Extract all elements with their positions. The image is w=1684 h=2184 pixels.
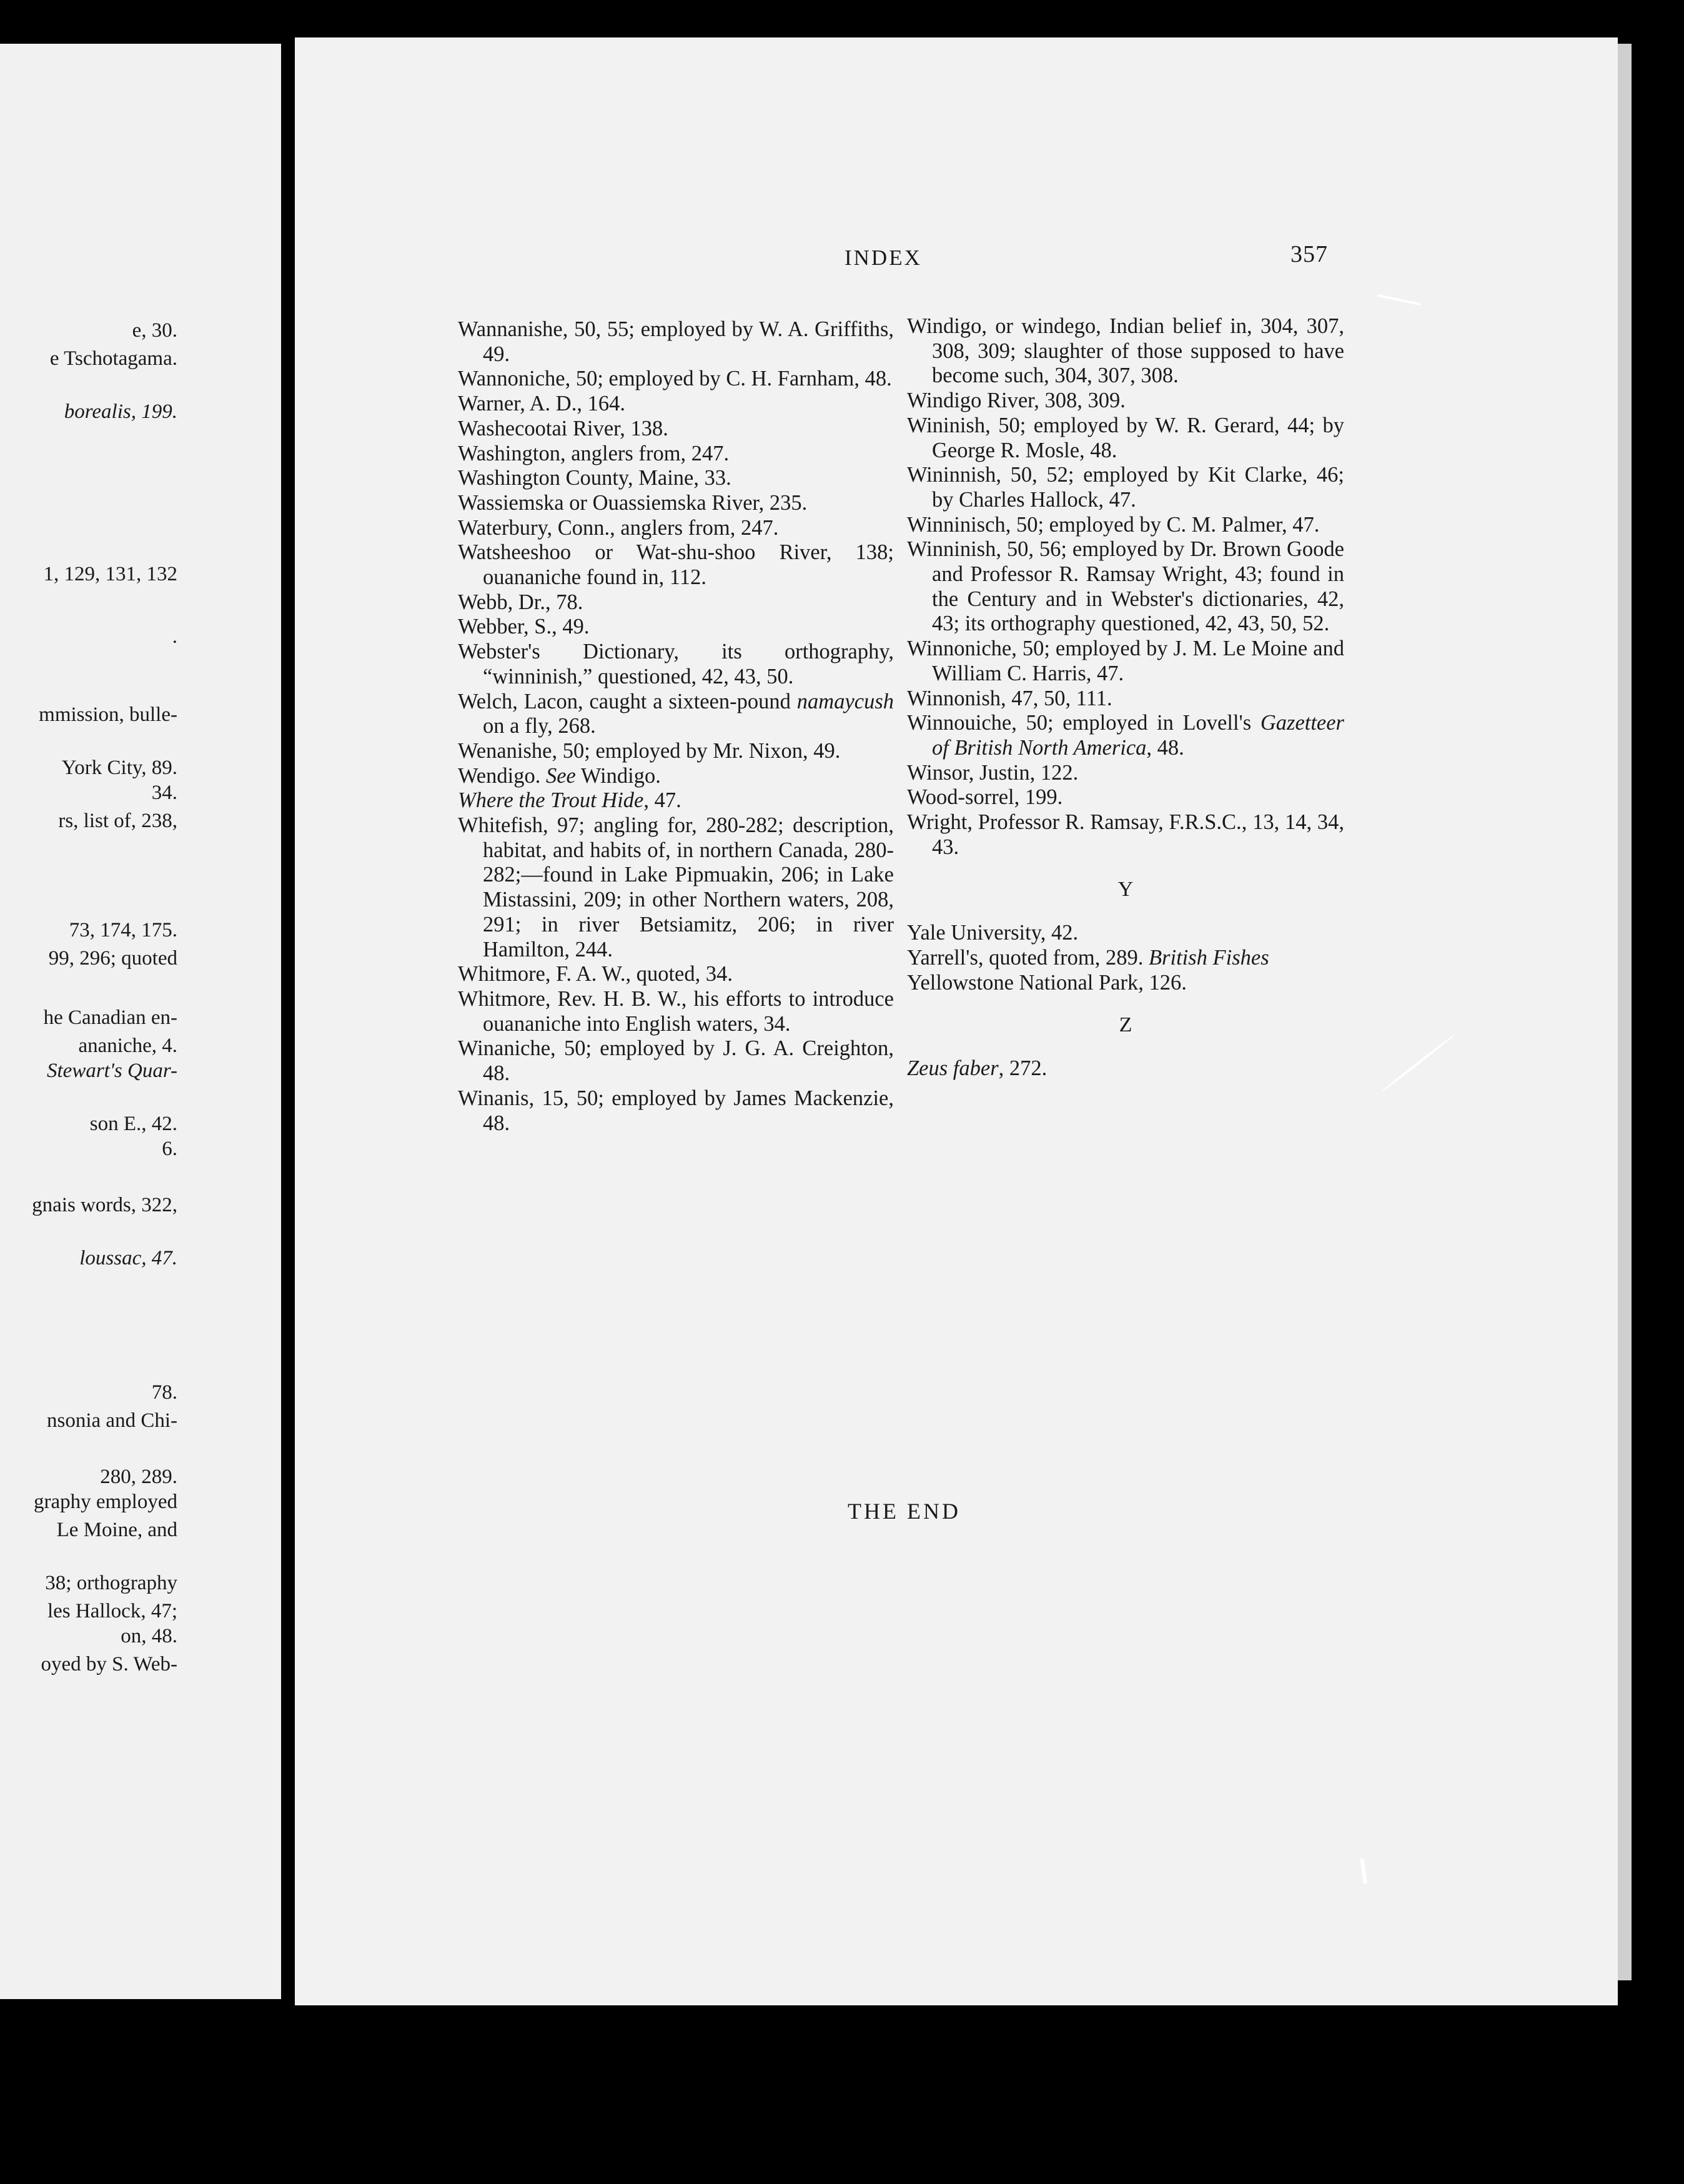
entry-heading: Whitmore, Rev. H. B. W. (458, 986, 681, 1011)
entry-heading: Webb, Dr. (458, 590, 545, 614)
index-entry (907, 921, 1344, 946)
entry-text: , 50, 52; employed by Kit Clarke, 46; by Charles Hallock, 47. (932, 463, 1344, 512)
index-entry (458, 764, 894, 789)
book-gutter (281, 37, 295, 2012)
entry-text: , 199. (1014, 785, 1063, 810)
entry-heading: Winnouiche (907, 711, 1012, 735)
index-entry (458, 590, 894, 615)
facing-page-line: mmission, bulle- (39, 703, 177, 726)
facing-page-line: . (172, 625, 177, 648)
entry-text: , 15, 50; employed by James Mackenzie, 48. (483, 1086, 894, 1135)
facing-page-line: borealis, 199. (64, 400, 177, 423)
index-entry (458, 1036, 894, 1086)
running-head-title: INDEX (844, 246, 922, 270)
entry-text: , anglers from, 247. (560, 441, 730, 465)
see-reference: See (545, 763, 576, 788)
entry-heading: Wendigo. (458, 763, 541, 788)
facing-page-line: rs, list of, 238, (58, 810, 177, 832)
entry-text: , 50; employed by J. G. A. Creighton, 48. (483, 1036, 894, 1086)
entry-text: , 164. (577, 392, 625, 416)
facing-page-line: e, 30. (132, 319, 177, 342)
index-entry (458, 813, 894, 962)
entry-italic: British Fishes (1148, 945, 1269, 970)
index-entry (458, 466, 894, 491)
entry-heading: Windigo River (907, 389, 1034, 413)
entry-heading: Warner, A. D. (458, 392, 577, 416)
entry-heading: Winnoniche (907, 637, 1012, 661)
entry-heading: Whitmore, F. A. W. (458, 962, 626, 986)
index-entry (458, 640, 894, 689)
entry-text: , 50, 56; employed by Dr. Brown Goode and Professor R. Ramsay Wright, 43; found in the Century and in Webster's dictionaries, 42, 43; its orthography questioned, 42, 43, 50, 52. (932, 537, 1344, 636)
entry-heading: Where the Trout Hide (458, 788, 644, 813)
facing-page-fragment (0, 44, 281, 1999)
entry-text: , quoted from, 289. (978, 945, 1149, 970)
entry-text: , 47, 50, 111. (1001, 686, 1112, 710)
index-entry (458, 690, 894, 739)
index-entry (458, 392, 894, 417)
index-entry (907, 414, 1344, 463)
index-entry (458, 615, 894, 640)
facing-page-line: he Canadian en- (43, 1006, 177, 1029)
entry-italic: Gazetteer of British North America (932, 711, 1344, 760)
facing-page-line: 73, 174, 175. (69, 919, 177, 941)
index-entry (907, 314, 1344, 389)
facing-page-line: 34. (151, 782, 177, 804)
entry-heading: Winsor, Justin (907, 760, 1030, 785)
entry-heading: Washecootai River (458, 416, 620, 440)
facing-page-line: ananiche, 4. (78, 1035, 177, 1057)
facing-page-line: 1, 129, 131, 132 (43, 563, 177, 585)
page-edge (1618, 44, 1632, 1980)
entry-heading: Webber, S. (458, 615, 552, 639)
entry-heading: Wininish (907, 413, 986, 437)
page-number: 357 (1290, 241, 1328, 267)
entry-text: , 48. (1146, 735, 1184, 760)
entry-heading: Watsheeshoo or Wat-shu-shoo River (458, 540, 826, 565)
entry-text: , 272. (998, 1056, 1048, 1080)
entry-heading: Winninisch (907, 512, 1006, 537)
entry-text: , 235. (758, 490, 808, 515)
entry-heading: Wenanishe (458, 738, 552, 763)
the-end: THE END (848, 1499, 961, 1524)
facing-page-line: 6. (162, 1138, 177, 1160)
entry-heading: Whitefish (458, 813, 543, 838)
entry-text: on a fly, 268. (483, 714, 596, 738)
entry-heading: Wright, Professor R. Ramsay, F.R.S.C. (907, 810, 1242, 835)
entry-text: , 122. (1029, 760, 1079, 785)
entry-heading: Winninish (907, 537, 996, 562)
entry-heading: Wood-sorrel (907, 785, 1014, 810)
entry-text: , 138; ouananiche found in, 112. (483, 540, 894, 590)
facing-page-line: 78. (151, 1381, 177, 1404)
entry-text: , 50, 55; employed by W. A. Griffiths, 49. (483, 317, 894, 366)
entry-heading: Washington County (458, 466, 628, 490)
facing-page-line: graphy employed (33, 1491, 177, 1513)
entry-text: , Indian belief in, 304, 307, 308, 309; slaughter of those supposed to have become such, 304, 307, 308. (932, 314, 1344, 388)
index-entry (907, 785, 1344, 810)
entry-text: , 47. (643, 788, 681, 813)
entry-text: , 50; employed by C. M. Palmer, 47. (1005, 512, 1320, 537)
entry-heading: Yellowstone National Park (907, 970, 1139, 995)
entry-text: , his efforts to introduce ouananiche into English waters, 34. (483, 986, 894, 1036)
index-entry (907, 946, 1344, 971)
index-entry (907, 513, 1344, 538)
entry-text: , 42. (1040, 921, 1079, 945)
entry-heading: Yale University (907, 921, 1041, 945)
entry-heading: Wininnish (907, 463, 996, 487)
entry-heading: Washington (458, 441, 560, 465)
entry-text: , 13, 14, 34, 43. (932, 810, 1345, 859)
entry-text: , 126. (1138, 970, 1187, 995)
entry-heading: Wannanishe (458, 317, 563, 341)
entry-heading: Winanis (458, 1086, 529, 1110)
index-entry (907, 711, 1344, 760)
entry-italic: namaycush (796, 689, 894, 713)
index-entry (907, 810, 1344, 860)
entry-text: , 50; employed by J. M. Le Moine and William C. Harris, 47. (932, 637, 1344, 685)
index-column-left (458, 317, 894, 1136)
entry-text: , quoted, 34. (625, 962, 733, 986)
facing-page-line: 99, 296; quoted (48, 947, 177, 970)
entry-text: , 308, 309. (1034, 389, 1126, 413)
index-entry (907, 389, 1344, 414)
entry-heading: Wannoniche (458, 367, 565, 391)
facing-page-line: Stewart's Quar- (47, 1060, 177, 1082)
entry-heading: Waterbury, Conn. (458, 515, 610, 540)
index-entry (907, 463, 1344, 512)
entry-heading: Welch, Lacon (458, 689, 578, 713)
entry-text: , 50; employed by W. R. Gerard, 44; by George R. Mosle, 48. (932, 413, 1344, 462)
index-entry (458, 317, 894, 367)
facing-page-line: York City, 89. (61, 757, 177, 779)
section-letter: Y (1117, 878, 1134, 901)
entry-heading: Winnonish (907, 686, 1001, 710)
facing-page-line: on, 48. (121, 1625, 177, 1647)
facing-page-line: gnais words, 322, (32, 1194, 177, 1216)
index-entry (458, 516, 894, 541)
index-entry (458, 442, 894, 467)
entry-text: , 50; employed by Mr. Nixon, 49. (552, 738, 841, 763)
index-entry (907, 1056, 1344, 1081)
facing-page-line: les Hallock, 47; (47, 1600, 177, 1622)
entry-text: , 78. (545, 590, 583, 614)
index-entry (458, 962, 894, 987)
section-letter: Z (1119, 1013, 1132, 1037)
index-entry (458, 788, 894, 813)
entry-text: , 50; employed in Lovell's (1011, 711, 1261, 735)
index-entry (458, 987, 894, 1036)
entry-heading: Wassiemska or Ouassiemska River (458, 490, 759, 515)
facing-page-line: loussac, 47. (79, 1247, 177, 1269)
entry-text: , 97; angling for, 280-282; description, habitat, and habits of, in northern Canada, 280-282;—found in Lake Pipmuakin, 206; in Lake Mistassini, 209; in other Northern waters, 208, 291; in river Betsiamitz, 206; in river Hamilton, 244. (483, 813, 894, 961)
entry-text: , 49. (552, 615, 590, 639)
index-entry (458, 540, 894, 590)
entry-text: , its orthography, “winninish,” questioned, 42, 43, 50. (483, 640, 894, 688)
entry-text: , 138. (620, 416, 668, 440)
index-entry (458, 417, 894, 442)
facing-page-line: son E., 42. (89, 1113, 177, 1135)
entry-heading: Yarrell's (907, 945, 978, 970)
entry-text: , 50; employed by C. H. Farnham, 48. (565, 367, 892, 391)
facing-page-line: 280, 289. (100, 1466, 177, 1488)
index-entry (907, 761, 1344, 786)
facing-page-line: oyed by S. Web- (41, 1653, 177, 1675)
index-entry (458, 367, 894, 392)
entry-text: Windigo. (575, 763, 661, 788)
facing-page-line: nsonia and Chi- (47, 1409, 177, 1432)
index-entry (458, 1086, 894, 1136)
facing-page-line: e Tschotagama. (49, 347, 177, 370)
index-entry (907, 537, 1344, 637)
index-entry (907, 971, 1344, 996)
facing-page-line: Le Moine, and (56, 1519, 177, 1541)
index-column-right (907, 314, 1344, 1081)
index-entry (907, 687, 1344, 712)
facing-page-line: 38; orthography (45, 1572, 177, 1594)
index-entry (907, 637, 1344, 686)
entry-heading: Windigo, or windego (907, 314, 1096, 338)
entry-text: , Maine, 33. (627, 466, 731, 490)
entry-heading: Winaniche (458, 1036, 551, 1061)
index-entry (458, 739, 894, 764)
index-entry (458, 491, 894, 516)
entry-heading: Zeus faber (907, 1056, 999, 1080)
entry-text: , caught a sixteen-pound (577, 689, 797, 713)
entry-heading: Webster's Dictionary (458, 640, 674, 664)
entry-text: , anglers from, 247. (610, 515, 779, 540)
